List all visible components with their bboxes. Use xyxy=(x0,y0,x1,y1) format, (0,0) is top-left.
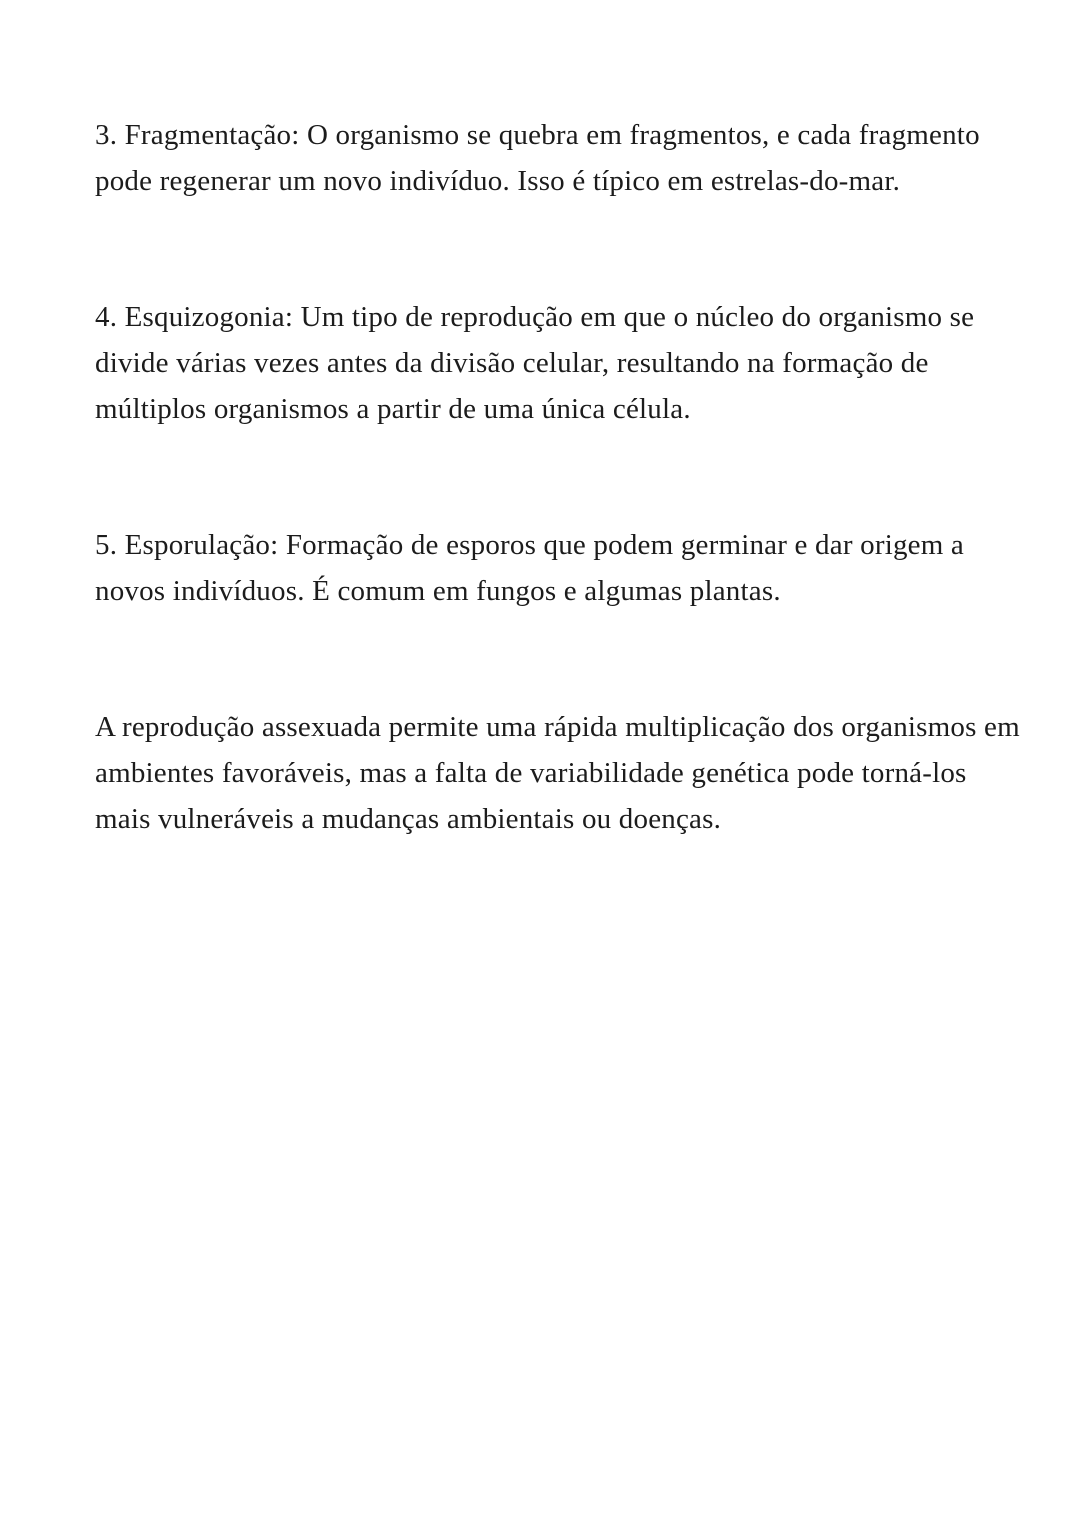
paragraph-item-4-esquizogonia: 4. Esquizogonia: Um tipo de reprodução em que o núcleo do organismo se divide várias vezes antes da divisão celular, resultando na formação de múltiplos organismos a partir de uma única célula. xyxy=(95,301,975,425)
paragraph-item-5-esporulacao: 5. Esporulação: Formação de esporos que podem germinar e dar origem a novos indivíduos. É comum em fungos e algumas plantas. xyxy=(95,529,965,607)
paragraph-conclusao: A reprodução assexuada permite uma rápida multiplicação dos organismos em ambientes favoráveis, mas a falta de variabilidade genética pode torná-los mais vulneráveis a mudanças ambientais ou doenças. xyxy=(95,711,1020,835)
paragraph-item-3-fragmentacao: 3. Fragmentação: O organismo se quebra em fragmentos, e cada fragmento pode regenerar um novo indivíduo. Isso é típico em estrelas-do-mar. xyxy=(95,119,980,197)
